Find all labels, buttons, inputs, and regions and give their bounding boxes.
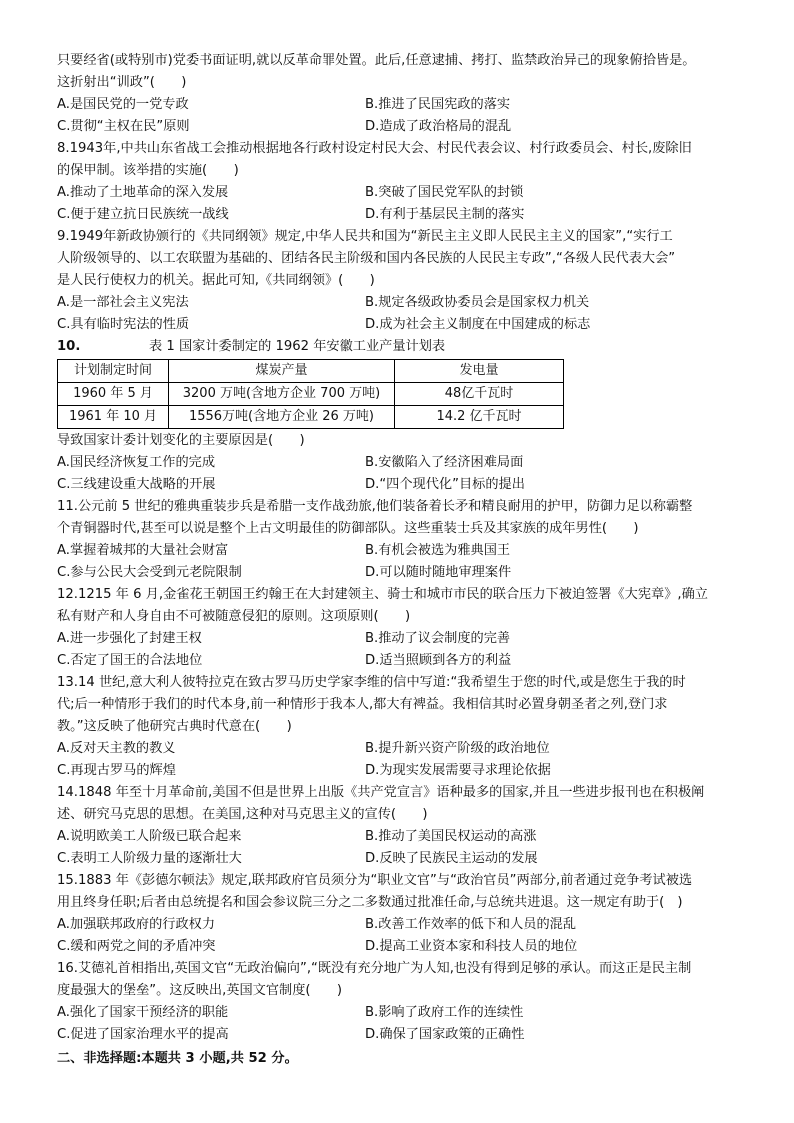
option-d[interactable]: D.“四个现代化”目标的提出 [365, 477, 525, 492]
stem-line: 16.艾德礼首相指出,英国文官“无政治偏向”,“既没有充分地广为人知,也没有得到足够的承认。而这正是民主制 [57, 961, 692, 976]
section-title: 二、非选择题:本题共 3 小题,共 52 分。 [57, 1051, 298, 1066]
header-plan-time: 计划制定时间 [58, 360, 169, 383]
question-15 [57, 870, 741, 958]
stem-line: 代;后一种情形于我们的时代本身,前一种情形于我本人,都大有裨益。我相信其时必置身朝圣者之列,登门求 [57, 697, 668, 712]
option-d[interactable]: D.反映了民族民主运动的发展 [365, 851, 538, 866]
question-11 [57, 496, 741, 584]
question-number: 10. [57, 339, 81, 354]
option-d[interactable]: D.提高工业资本家和科技人员的地位 [365, 939, 578, 954]
option-a[interactable]: A.是一部社会主义宪法 [57, 295, 189, 310]
option-b[interactable]: B.推动了议会制度的完善 [365, 631, 511, 646]
stem-line: 15.1883 年《彭德尔顿法》规定,联邦政府官员须分为“职业文官”与“政治官员”两部分,前者通过竞争考试被选 [57, 873, 693, 888]
option-b[interactable]: B.安徽陷入了经济困难局面 [365, 455, 524, 470]
stem-line: 导致国家计委计划变化的主要原因是( ) [57, 433, 305, 448]
option-b[interactable]: B.影响了政府工作的连续性 [365, 1005, 524, 1020]
options [57, 738, 741, 782]
option-b[interactable]: B.推进了民国宪政的落实 [365, 97, 511, 112]
options [57, 826, 741, 870]
question-12 [57, 584, 741, 672]
option-d[interactable]: D.成为社会主义制度在中国建成的标志 [365, 317, 591, 332]
option-a[interactable]: A.说明欧美工人阶级已联合起来 [57, 829, 242, 844]
table-header-row [58, 360, 564, 383]
option-a[interactable]: A.掌握着城邦的大量社会财富 [57, 543, 229, 558]
option-c[interactable]: C.再现古罗马的辉煌 [57, 763, 176, 778]
stem-line: 个青铜器时代,甚至可以说是整个上古文明最佳的防御部队。这些重装士兵及其家族的成年男性( ) [57, 521, 639, 536]
option-c[interactable]: C.参与公民大会受到元老院限制 [57, 565, 242, 580]
exam-page [57, 50, 741, 1070]
options [57, 182, 741, 226]
option-c[interactable]: C.缓和两党之间的矛盾冲突 [57, 939, 216, 954]
options [57, 628, 741, 672]
option-b[interactable]: B.推动了美国民权运动的高涨 [365, 829, 537, 844]
question-8 [57, 138, 741, 226]
option-d[interactable]: D.可以随时随地审理案件 [365, 565, 512, 580]
table-cell: 1556万吨(含地方企业 26 万吨) [169, 406, 395, 429]
stem-line: 13.14 世纪,意大利人彼特拉克在致古罗马历史学家李维的信中写道:“我希望生于您的时代,或是您生于我的时 [57, 675, 686, 690]
option-a[interactable]: A.推动了土地革命的深入发展 [57, 185, 229, 200]
question-7-continuation [57, 50, 741, 138]
stem-line: 用且终身任职;后者由总统提名和国会参议院三分之二多数通过批准任命,与总统共进退。这一规定有助于( ) [57, 895, 683, 910]
question-16 [57, 958, 741, 1046]
table-cell: 1961 年 10 月 [58, 406, 169, 429]
production-plan-table [57, 359, 564, 429]
option-c[interactable]: C.三线建设重大战略的开展 [57, 477, 216, 492]
option-b[interactable]: B.有机会被选为雅典国王 [365, 543, 511, 558]
stem-line: 9.1949年新政协颁行的《共同纲领》规定,中华人民共和国为“新民主主义即人民民主主义的国家”,“实行工 [57, 229, 673, 244]
stem-line: 度最强大的堡垒”。这反映出,英国文官制度( ) [57, 983, 343, 998]
option-a[interactable]: A.强化了国家干预经济的职能 [57, 1005, 229, 1020]
option-a[interactable]: A.国民经济恢复工作的完成 [57, 455, 216, 470]
question-9 [57, 226, 741, 336]
option-d[interactable]: D.适当照顾到各方的利益 [365, 653, 512, 668]
option-c[interactable]: C.否定了国王的合法地位 [57, 653, 203, 668]
question-10 [57, 336, 741, 496]
stem-line: 12.1215 年 6 月,金雀花王朝国王约翰王在大封建领主、骑士和城市市民的联合压力下被迫签署《大宪章》,确立 [57, 587, 708, 602]
options [57, 540, 741, 584]
option-b[interactable]: B.突破了国民党军队的封锁 [365, 185, 524, 200]
table-cell: 3200 万吨(含地方企业 700 万吨) [169, 383, 395, 406]
stem-line: 私有财产和人身自由不可被随意侵犯的原则。这项原则( ) [57, 609, 411, 624]
options [57, 94, 741, 138]
question-14 [57, 782, 741, 870]
stem-line: 的保甲制。该举措的实施( ) [57, 163, 239, 178]
table-row [58, 383, 564, 406]
option-b[interactable]: B.改善工作效率的低下和人员的混乱 [365, 917, 577, 932]
stem-line: 8.1943年,中共山东省战工会推动根据地各行政村设定村民大会、村民代表会议、村行政委员会、村长,废除旧 [57, 141, 692, 156]
stem-line: 这折射出“训政”( ) [57, 75, 187, 90]
options [57, 914, 741, 958]
option-c[interactable]: C.贯彻“主权在民”原则 [57, 119, 190, 134]
table-cell: 1960 年 5 月 [58, 383, 169, 406]
option-d[interactable]: D.造成了政治格局的混乱 [365, 119, 512, 134]
question-13 [57, 672, 741, 782]
options [57, 452, 741, 496]
option-c[interactable]: C.表明工人阶级力量的逐渐壮大 [57, 851, 242, 866]
option-c[interactable]: C.便于建立抗日民族统一战线 [57, 207, 229, 222]
option-d[interactable]: D.有利于基层民主制的落实 [365, 207, 525, 222]
stem-line: 教。”这反映了他研究古典时代意在( ) [57, 719, 292, 734]
table-caption-row [57, 336, 741, 358]
table-row [58, 406, 564, 429]
option-d[interactable]: D.为现实发展需要寻求理论依据 [365, 763, 551, 778]
stem-line: 是人民行使权力的机关。据此可知,《共同纲领》( ) [57, 273, 375, 288]
table-cell: 48亿千瓦时 [395, 383, 564, 406]
table-caption: 表 1 国家计委制定的 1962 年安徽工业产量计划表 [149, 339, 446, 354]
header-coal: 煤炭产量 [169, 360, 395, 383]
options [57, 1002, 741, 1046]
stem-line: 只要经省(或特别市)党委书面证明,就以反革命罪处置。此后,任意逮捕、拷打、监禁政治异己的现象俯拾皆是。 [57, 53, 696, 68]
header-power: 发电量 [395, 360, 564, 383]
stem-line: 11.公元前 5 世纪的雅典重装步兵是希腊一支作战劲旅,他们装备着长矛和精良耐用的护甲，防御力足以称霸整 [57, 499, 693, 514]
option-b[interactable]: B.规定各级政协委员会是国家权力机关 [365, 295, 590, 310]
option-b[interactable]: B.提升新兴资产阶级的政治地位 [365, 741, 550, 756]
option-d[interactable]: D.确保了国家政策的正确性 [365, 1027, 525, 1042]
option-c[interactable]: C.促进了国家治理水平的提高 [57, 1027, 229, 1042]
options [57, 292, 741, 336]
option-a[interactable]: A.进一步强化了封建王权 [57, 631, 202, 646]
option-a[interactable]: A.加强联邦政府的行政权力 [57, 917, 216, 932]
option-a[interactable]: A.是国民党的一党专政 [57, 97, 189, 112]
option-c[interactable]: C.具有临时宪法的性质 [57, 317, 190, 332]
stem-line: 14.1848 年至十月革命前,美国不但是世界上出版《共产党宣言》语种最多的国家,并且一些进步报刊也在积极阐 [57, 785, 705, 800]
table-cell: 14.2 亿千瓦时 [395, 406, 564, 429]
stem-line: 人阶级领导的、以工农联盟为基础的、团结各民主阶级和国内各民族的人民民主专政”,“各级人民代表大会” [57, 251, 676, 266]
option-a[interactable]: A.反对天主教的教义 [57, 741, 176, 756]
stem-line: 述、研究马克思的思想。在美国,这种对马克思主义的宣传( ) [57, 807, 428, 822]
